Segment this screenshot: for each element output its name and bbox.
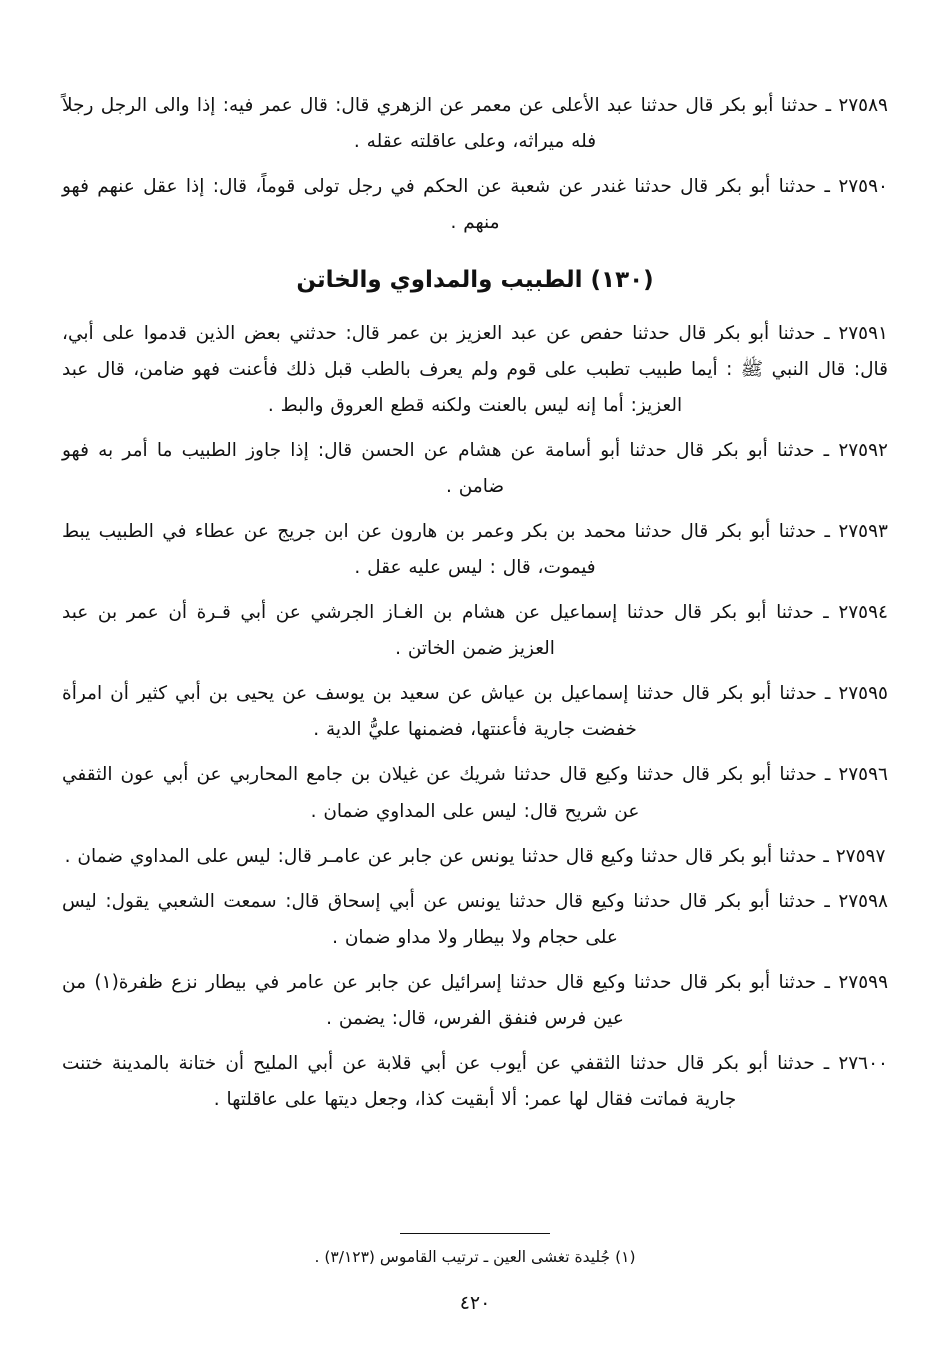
- hadith-paragraph: ٢٧٥٩٩ ـ حدثنا أبو بكر قال حدثنا وكيع قال حدثنا إسرائيل عن جابر عن عامر في بيطار نزع ظفرة(١) من عين فرس فنفق الفرس، قال: يضمن .: [62, 971, 889, 1029]
- hadith-paragraph: ٢٧٥٩١ ـ حدثنا أبو بكر قال حدثنا حفص عن عبد العزيز بن عمر قال: حدثني بعض الذين قدموا على أبي، قال: قال النبي ﷺ : أيما طبيب تطبب على قوم ولم يعرف بالطب قبل ذلك فأعنت فهو ضامن، قال عبد العزيز: أما إنه ليس بالعنت ولكنه قطع العروق والبط .: [62, 322, 888, 416]
- hadith-paragraph: ٢٧٥٩٦ ـ حدثنا أبو بكر قال حدثنا وكيع قال حدثنا شريك عن غيلان بن جامع المحاربي عن أبي عون الثقفي عن شريح قال: ليس على المداوي ضمان .: [62, 764, 888, 822]
- hadith-paragraph: ٢٧٥٨٩ ـ حدثنا أبو بكر قال حدثنا عبد الأعلى عن معمر عن الزهري قال: قال عمر فيه: إذا والى الرجل رجلاً فله ميراثه، وعلى عاقلته عقله .: [62, 95, 888, 153]
- page-number: ٤٢٠: [459, 1292, 491, 1314]
- hadith-paragraph: ٢٧٥٩٤ ـ حدثنا أبو بكر قال حدثنا إسماعيل عن هشام بن الغـاز الجرشي عن أبي قـرة أن عمر بن عبد العزيز ضمن الخاتن .: [62, 602, 888, 660]
- footnote-area: [62, 1233, 888, 1270]
- chapter-heading: (١٣٠) الطبيب والمداوي والخاتن: [296, 267, 654, 294]
- hadith-paragraph: ٢٧٥٩٧ ـ حدثنا أبو بكر قال حدثنا وكيع قال حدثنا يونس عن جابر عن عامـر قال: ليس على المداوي ضمان .: [64, 845, 886, 867]
- footnote-text: (١) جُليدة تغشى العين ـ ترتيب القاموس (٣/١٢٣) .: [314, 1247, 636, 1266]
- hadith-paragraph: ٢٧٥٩٠ ـ حدثنا أبو بكر قال حدثنا غندر عن شعبة عن الحكم في رجل تولى قوماً، قال: إذا عقل عنهم فهو منهم .: [62, 176, 888, 234]
- hadith-paragraph: ٢٧٥٩٢ ـ حدثنا أبو بكر قال حدثنا أبو أسامة عن هشام عن الحسن قال: إذا جاوز الطبيب ما أمر به فهو ضامن .: [62, 439, 888, 497]
- hadith-paragraph: ٢٧٥٩٥ ـ حدثنا أبو بكر قال حدثنا إسماعيل بن عياش عن سعيد بن يوسف عن يحيى بن أبي كثير أن امرأة خفضت جارية فأعنتها، فضمنها عليُّ الدية .: [62, 683, 888, 741]
- hadith-paragraph: ٢٧٥٩٨ ـ حدثنا أبو بكر قال حدثنا وكيع قال حدثنا يونس عن أبي إسحاق قال: سمعت الشعبي يقول: ليس على حجام ولا بيطار ولا مداو ضمان .: [62, 890, 888, 948]
- hadith-paragraph: ٢٧٥٩٣ ـ حدثنا أبو بكر قال حدثنا محمد بن بكر وعمر بن هارون عن ابن جريج عن عطاء في الطبيب يبط فيموت، قال : ليس عليه عقل .: [62, 521, 888, 579]
- page-content: [62, 88, 888, 1118]
- hadith-paragraph: ٢٧٦٠٠ ـ حدثنا أبو بكر قال حدثنا الثقفي عن أيوب عن أبي قلابة عن أبي المليح أن ختانة بالمدينة ختنت جارية فماتت فقال لها عمر: ألا أبقيت كذا، وجعل ديتها على عاقلتها .: [62, 1052, 888, 1110]
- footnote-divider: [400, 1233, 550, 1234]
